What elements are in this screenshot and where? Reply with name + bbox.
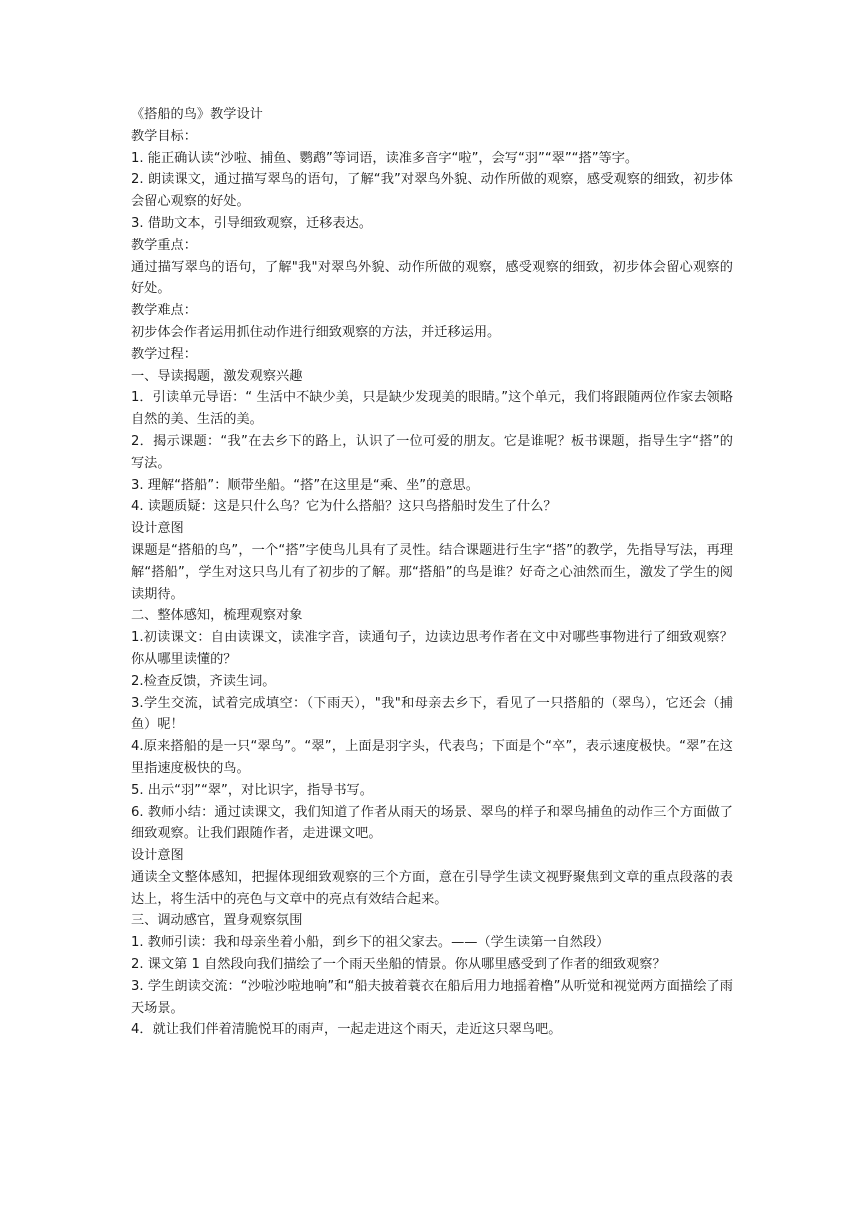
- paragraph: 一、导读揭题，激发观察兴趣: [131, 368, 303, 384]
- paragraph: 6. 教师小结：通过读课文，我们知道了作者从雨天的场景、翠鸟的样子和翠鸟捕鱼的动作三个方面做了细致观察。让我们跟随作者，走进课文吧。: [131, 804, 733, 842]
- paragraph: 1.初读课文：自由读课文，读准字音，读通句子，边读边思考作者在文中对哪些事物进行了细致观察？你从哪里读懂的？: [131, 630, 733, 667]
- paragraph: 教学重点：: [131, 237, 197, 253]
- document-title: 《搭船的鸟》教学设计: [131, 107, 263, 122]
- paragraph: 1. 能正确认读“沙啦、捕鱼、鹦鹉”等词语，读准多音字“啦”，会写“羽”“翠”“搭”等字。: [131, 150, 639, 166]
- paragraph: 2. 课文第 1 自然段向我们描绘了一个雨天坐船的情景。你从哪里感受到了作者的细致观察？: [131, 957, 666, 973]
- paragraph: 4．就让我们伴着清脆悦耳的雨声，一起走进这个雨天，走近这只翠鸟吧。: [131, 1022, 562, 1038]
- paragraph: 5. 出示“羽”“翠”，对比识字，指导书写。: [131, 782, 373, 798]
- paragraph: 1．引读单元导语：“ 生活中不缺少美，只是缺少发现美的眼睛。”这个单元，我们将跟随两位作家去领略自然的美、生活的美。: [131, 390, 733, 428]
- paragraph: 3. 学生朗读交流：“沙啦沙啦地响”和“船夫披着蓑衣在船后用力地摇着橹”从听觉和视觉两方面描绘了雨天场景。: [131, 978, 733, 1016]
- paragraph: 3.学生交流，试着完成填空：（下雨天），"我"和母亲去乡下，看见了一只搭船的（翠鸟），它还会（捕鱼）呢！: [131, 695, 733, 733]
- paragraph: 1. 教师引读：我和母亲坐着小船，到乡下的祖父家去。——（学生读第一自然段）: [131, 935, 610, 951]
- paragraph: 设计意图: [131, 848, 184, 864]
- paragraph: 二、整体感知，梳理观察对象: [131, 608, 303, 624]
- paragraph: 通读全文整体感知，把握体现细致观察的三个方面，意在引导学生读文视野聚焦到文章的重点段落的表达上，将生活中的亮色与文章中的亮点有效结合起来。: [131, 869, 733, 907]
- paragraph: 2.检查反馈，齐读生词。: [131, 673, 276, 689]
- document-page: [131, 104, 733, 1041]
- paragraph: 初步体会作者运用抓住动作进行细致观察的方法，并迁移运用。: [131, 324, 501, 340]
- paragraph: 4.原来搭船的是一只“翠鸟”。“翠”，上面是羽字头，代表鸟；下面是个“卒”，表示速度极快。“翠”在这里指速度极快的鸟。: [131, 739, 733, 776]
- paragraph: 课题是“搭船的鸟”，一个“搭”字使鸟儿具有了灵性。结合课题进行生字“搭”的教学，先指导写法，再理解“搭船”，学生对这只鸟儿有了初步的了解。那“搭船”的鸟是谁？好奇之心油然而生，激发了学生的阅读期待。: [131, 542, 733, 602]
- paragraph: 4. 读题质疑：这是只什么鸟？它为什么搭船？这只鸟搭船时发生了什么？: [131, 499, 557, 515]
- paragraph: 教学难点：: [131, 303, 197, 319]
- paragraph: 教学过程：: [131, 346, 197, 362]
- paragraph: 通过描写翠鸟的语句，了解"我"对翠鸟外貌、动作所做的观察，感受观察的细致，初步体会留心观察的好处。: [131, 259, 733, 297]
- paragraph: 教学目标：: [131, 128, 197, 144]
- paragraph: 3. 理解“搭船”：顺带坐船。“搭”在这里是“乘、坐”的意思。: [131, 477, 479, 493]
- paragraph: 三、调动感官，置身观察氛围: [131, 913, 303, 929]
- paragraph: 2. 朗读课文，通过描写翠鸟的语句，了解“我”对翠鸟外貌、动作所做的观察，感受观察的细致，初步体会留心观察的好处。: [131, 172, 733, 210]
- paragraph: 3. 借助文本，引导细致观察，迁移表达。: [131, 215, 372, 231]
- paragraph: 2．揭示课题：“我”在去乡下的路上，认识了一位可爱的朋友。它是谁呢？板书课题，指导生字“搭”的写法。: [131, 433, 733, 471]
- paragraph: 设计意图: [131, 521, 184, 537]
